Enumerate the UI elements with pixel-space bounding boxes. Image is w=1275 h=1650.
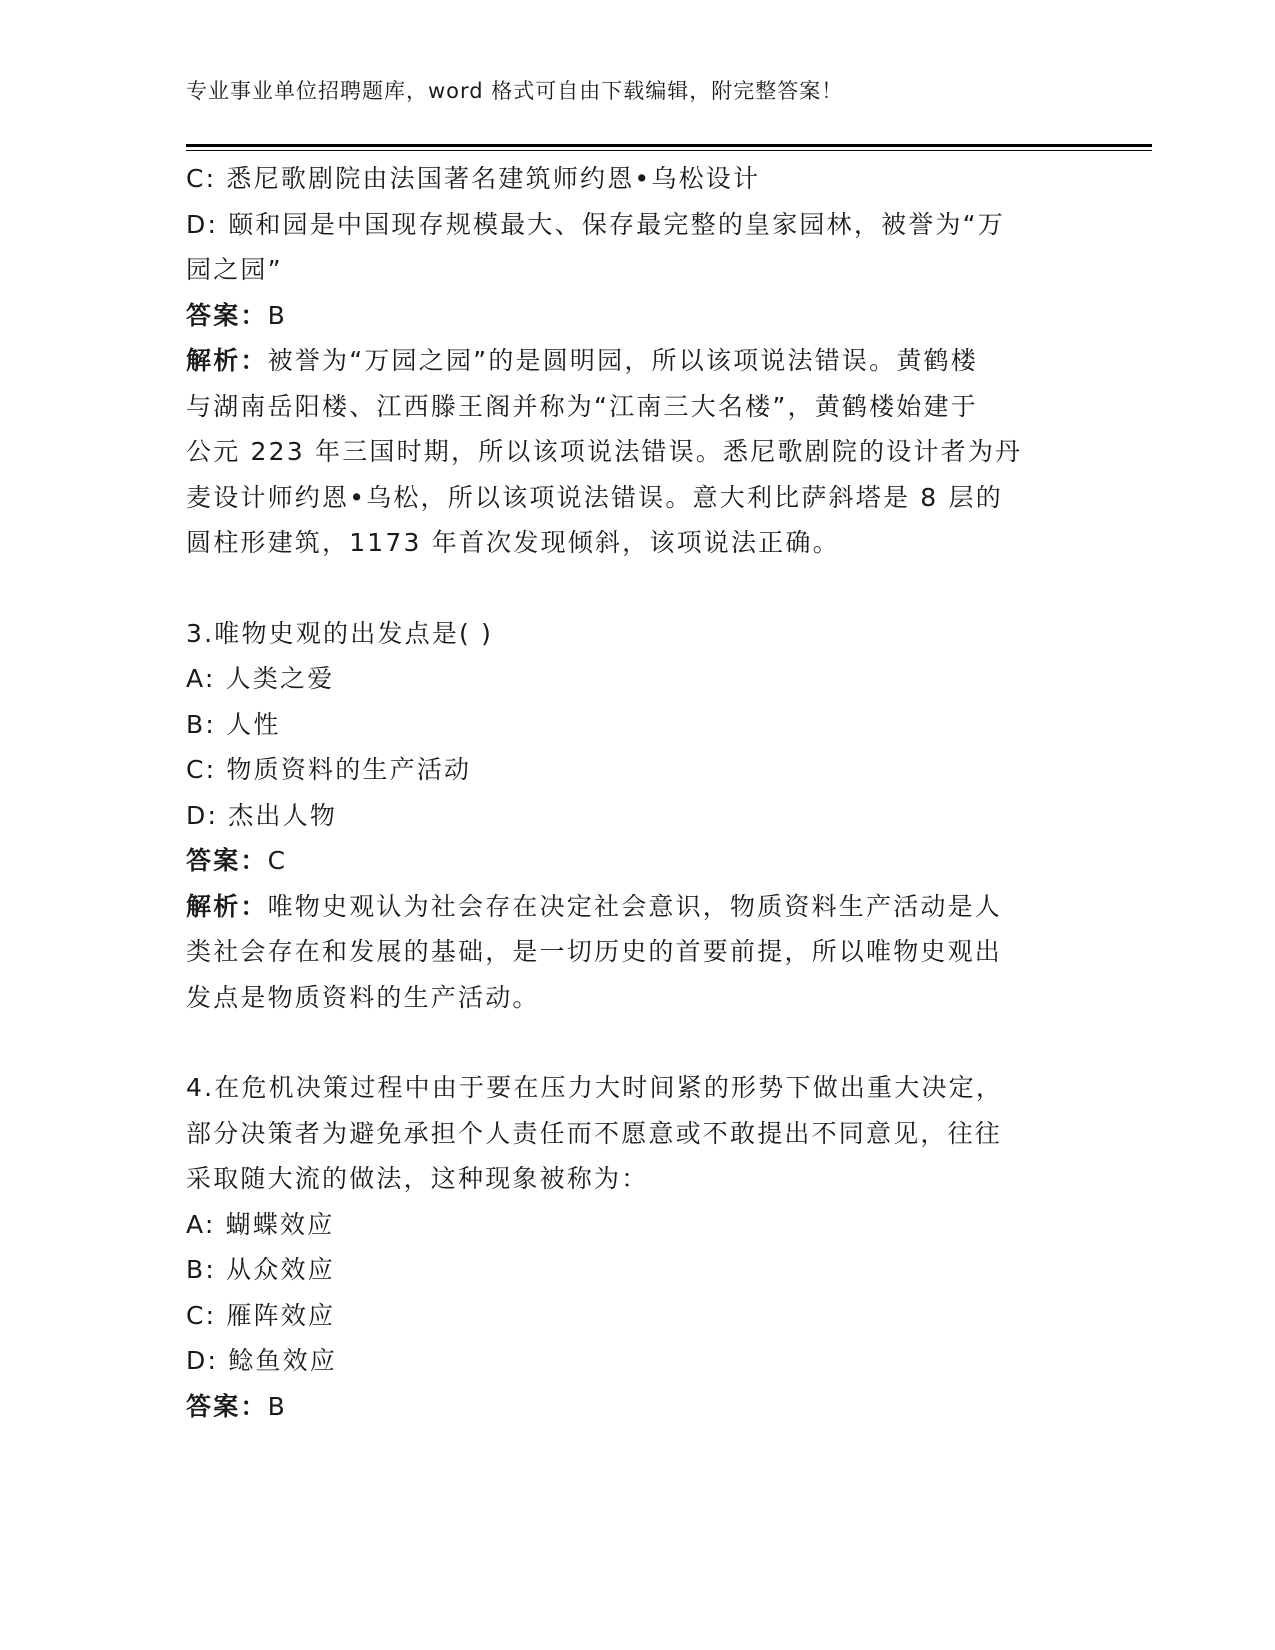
- option-a: A: 蝴蝶效应: [186, 1209, 335, 1239]
- question-2-tail: [186, 156, 1066, 566]
- answer-label: 答案：: [186, 1391, 268, 1421]
- question-stem-continued: 部分决策者为避免承担个人责任而不愿意或不敢提出不同意见，往往: [186, 1118, 1003, 1148]
- header-rule-thick: [186, 144, 1152, 147]
- analysis-line: [186, 884, 1066, 930]
- answer-line: [186, 293, 1066, 339]
- analysis-text: 唯物史观认为社会存在决定社会意识，物质资料生产活动是人: [267, 891, 1003, 921]
- question-4: [186, 1065, 1066, 1429]
- option-c: C: 悉尼歌剧院由法国著名建筑师约恩•乌松设计: [186, 164, 761, 193]
- option-c: C: 雁阵效应: [186, 1300, 336, 1330]
- page-header: 专业事业单位招聘题库，word 格式可自由下载编辑，附完整答案！: [186, 79, 844, 103]
- option-d: D: 杰出人物: [186, 800, 338, 830]
- question-stem: 3.唯物史观的出发点是( ): [186, 618, 494, 648]
- analysis-text: 发点是物质资料的生产活动。: [186, 982, 540, 1012]
- option-b: B: 人性: [186, 709, 281, 739]
- option-d: D: 鲶鱼效应: [186, 1346, 338, 1375]
- option-d: D: 颐和园是中国现存规模最大、保存最完整的皇家园林，被誉为“万: [186, 209, 1005, 239]
- answer-line: [186, 1384, 1066, 1430]
- analysis-text: 公元 223 年三国时期，所以该项说法错误。悉尼歌剧院的设计者为丹: [186, 437, 1023, 466]
- analysis-label: 解析：: [186, 891, 268, 921]
- option-b: B: 从众效应: [186, 1255, 335, 1284]
- answer-value: B: [267, 300, 287, 330]
- answer-value: B: [267, 1391, 287, 1421]
- header-rule-thin: [186, 150, 1152, 151]
- document-body: [186, 156, 1066, 1429]
- question-3: [186, 611, 1066, 1021]
- analysis-text: 圆柱形建筑，1173 年首次发现倾斜，该项说法正确。: [186, 528, 840, 557]
- analysis-text: 与湖南岳阳楼、江西滕王阁并称为“江南三大名楼”，黄鹤楼始建于: [186, 391, 978, 421]
- question-stem: 4.在危机决策过程中由于要在压力大时间紧的形势下做出重大决定，: [186, 1073, 1004, 1102]
- analysis-line: [186, 338, 1066, 384]
- option-a: A: 人类之爱: [186, 664, 335, 693]
- analysis-text: 被誉为“万园之园”的是圆明园，所以该项说法错误。黄鹤楼: [267, 346, 978, 375]
- spacer: [186, 1020, 1066, 1065]
- answer-label: 答案：: [186, 300, 268, 330]
- option-c: C: 物质资料的生产活动: [186, 755, 472, 784]
- analysis-text: 类社会存在和发展的基础，是一切历史的首要前提，所以唯物史观出: [186, 937, 1003, 966]
- answer-line: [186, 838, 1066, 884]
- answer-value: C: [267, 846, 288, 875]
- answer-label: 答案：: [186, 846, 268, 875]
- question-stem-continued: 采取随大流的做法，这种现象被称为：: [186, 1164, 649, 1193]
- analysis-text: 麦设计师约恩•乌松，所以该项说法错误。意大利比萨斜塔是 8 层的: [186, 482, 1003, 512]
- analysis-label: 解析：: [186, 346, 268, 375]
- option-d-continued: 园之园”: [186, 255, 283, 284]
- spacer: [186, 566, 1066, 611]
